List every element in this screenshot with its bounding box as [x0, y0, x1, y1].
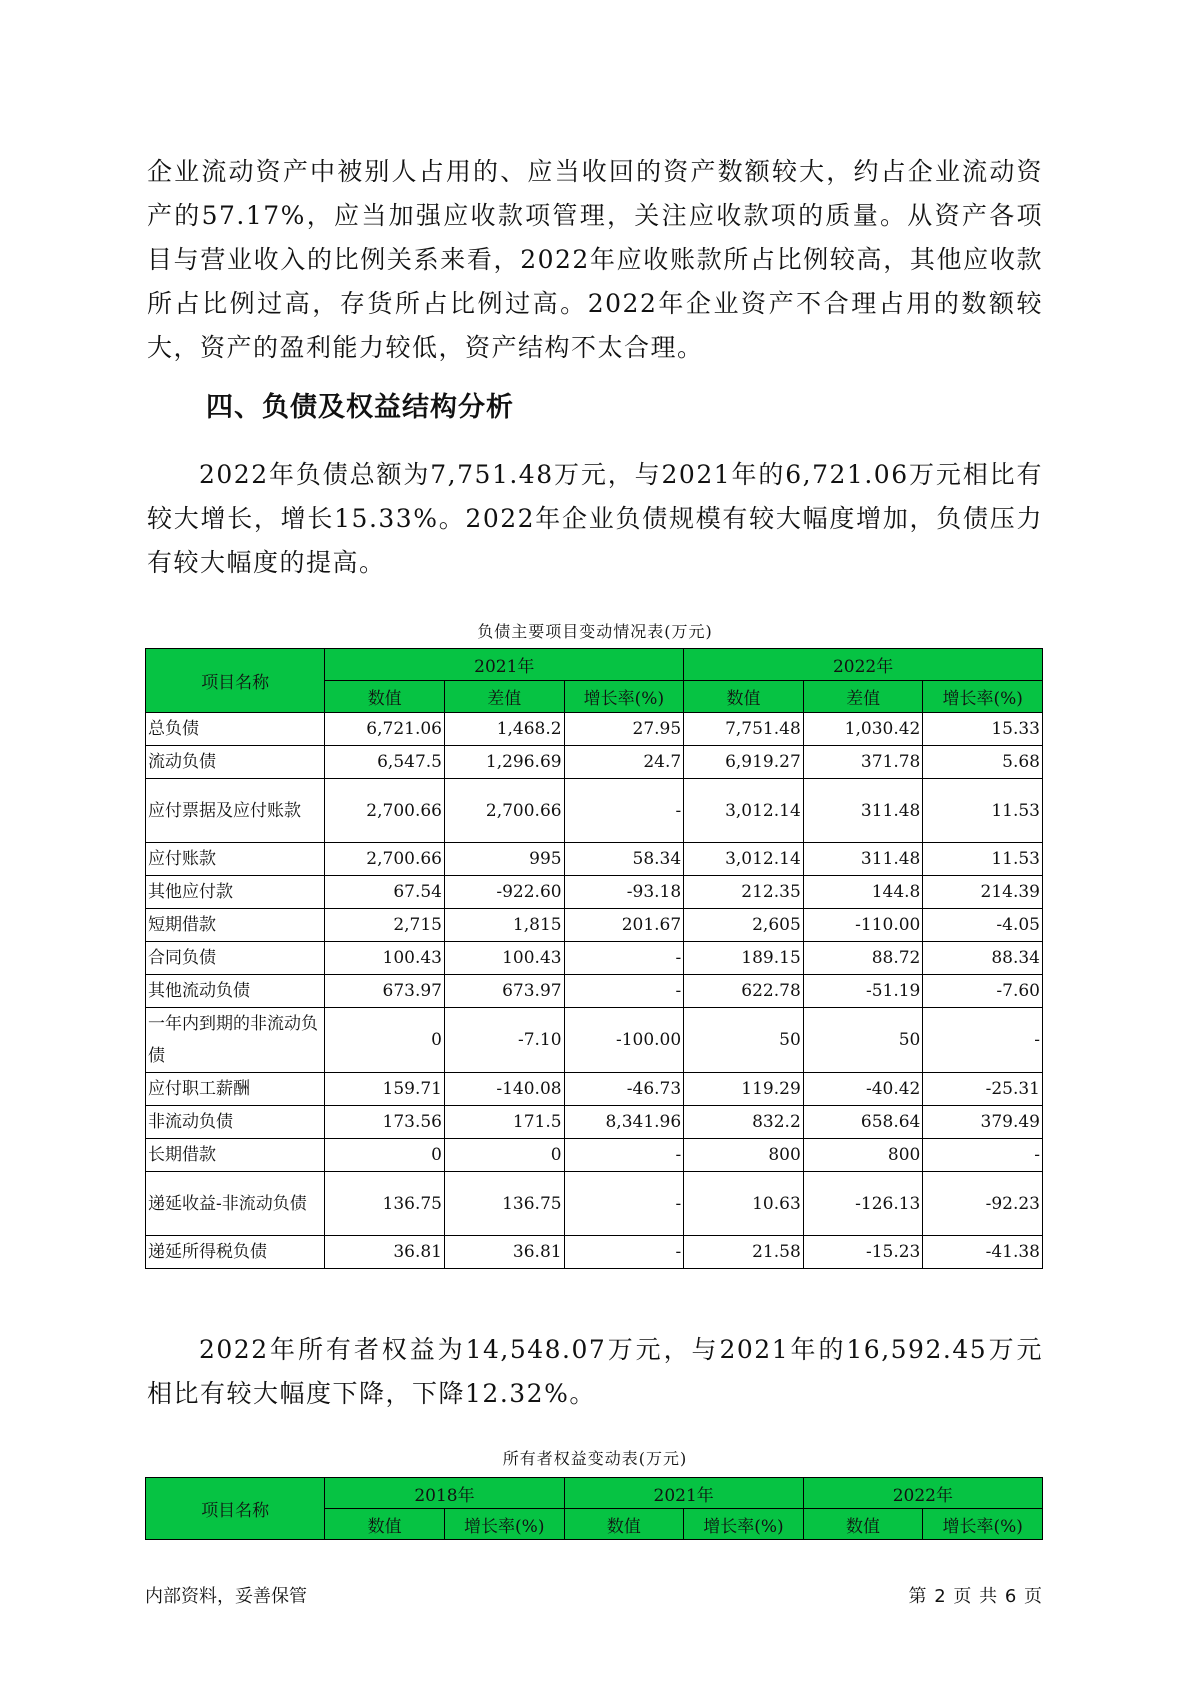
row-label: 应付票据及应付账款 [146, 779, 325, 843]
cell-value: -110.00 [803, 909, 923, 942]
cell-value: 119.29 [684, 1073, 804, 1106]
cell-value: 2,715 [325, 909, 445, 942]
cell-value: 832.2 [684, 1106, 804, 1139]
cell-value: -93.18 [564, 876, 684, 909]
cell-value: -126.13 [803, 1172, 923, 1236]
cell-value: 27.95 [564, 713, 684, 746]
cell-value: 100.43 [325, 942, 445, 975]
table1-subheader: 数值 [684, 681, 804, 713]
table1-year-2022-header: 2022年 [684, 649, 1043, 681]
row-label: 其他应付款 [146, 876, 325, 909]
cell-value: 88.72 [803, 942, 923, 975]
cell-value: -100.00 [564, 1008, 684, 1073]
cell-value: 0 [325, 1008, 445, 1073]
cell-value: 5.68 [923, 746, 1043, 779]
row-label: 递延收益-非流动负债 [146, 1172, 325, 1236]
cell-value: 311.48 [803, 843, 923, 876]
cell-value: 21.58 [684, 1236, 804, 1269]
cell-value: 995 [444, 843, 564, 876]
table2-subheader: 增长率(%) [923, 1509, 1043, 1540]
cell-value: 673.97 [325, 975, 445, 1008]
cell-value: 136.75 [325, 1172, 445, 1236]
table-row [146, 843, 1043, 876]
cell-value: 800 [684, 1139, 804, 1172]
cell-value: 311.48 [803, 779, 923, 843]
cell-value: - [923, 1139, 1043, 1172]
cell-value: 201.67 [564, 909, 684, 942]
table1-caption: 负债主要项目变动情况表(万元) [477, 622, 713, 641]
table-row [146, 779, 1043, 843]
cell-value: -7.10 [444, 1008, 564, 1073]
row-label: 短期借款 [146, 909, 325, 942]
table2-caption: 所有者权益变动表(万元) [502, 1449, 688, 1468]
table1-subheader: 增长率(%) [564, 681, 684, 713]
cell-value: 144.8 [803, 876, 923, 909]
paragraph-asset-analysis: 企业流动资产中被别人占用的、应当收回的资产数额较大，约占企业流动资产的57.17%，应当加强应收款项管理，关注应收款项的质量。从资产各项目与营业收入的比例关系来看，2022年应收账款所占比例较高，其他应收款所占比例过高，存货所占比例过高。2022年企业资产不合理占用的数额较大，资产的盈利能力较低，资产结构不太合理。 [147, 157, 1043, 362]
table-row [146, 1172, 1043, 1236]
paragraph-equity-summary: 2022年所有者权益为14,548.07万元，与2021年的16,592.45万元相比有较大幅度下降，下降12.32%。 [147, 1335, 1043, 1408]
cell-value: 6,919.27 [684, 746, 804, 779]
cell-value: -92.23 [923, 1172, 1043, 1236]
row-label: 递延所得税负债 [146, 1236, 325, 1269]
cell-value: -922.60 [444, 876, 564, 909]
cell-value: 58.34 [564, 843, 684, 876]
row-label: 应付账款 [146, 843, 325, 876]
cell-value: -15.23 [803, 1236, 923, 1269]
table2-subheader: 数值 [325, 1509, 445, 1540]
cell-value: 11.53 [923, 779, 1043, 843]
footer-confidential-note: 内部资料，妥善保管 [145, 1586, 307, 1607]
row-label: 总负债 [146, 713, 325, 746]
table2-year-2018-header: 2018年 [325, 1478, 564, 1509]
cell-value: - [564, 1139, 684, 1172]
cell-value: 2,700.66 [325, 843, 445, 876]
table-row [146, 1106, 1043, 1139]
table1-subheader: 数值 [325, 681, 445, 713]
cell-value: 189.15 [684, 942, 804, 975]
cell-value: -46.73 [564, 1073, 684, 1106]
cell-value: 2,700.66 [444, 779, 564, 843]
table1-subheader: 增长率(%) [923, 681, 1043, 713]
equity-table [145, 1477, 1043, 1540]
cell-value: 1,296.69 [444, 746, 564, 779]
cell-value: 622.78 [684, 975, 804, 1008]
table1-subheader: 差值 [444, 681, 564, 713]
cell-value: - [564, 1172, 684, 1236]
cell-value: - [564, 779, 684, 843]
cell-value: -51.19 [803, 975, 923, 1008]
table-row [146, 1236, 1043, 1269]
cell-value: 11.53 [923, 843, 1043, 876]
table2-subheader: 增长率(%) [684, 1509, 804, 1540]
cell-value: 15.33 [923, 713, 1043, 746]
table-row [146, 975, 1043, 1008]
cell-value: 67.54 [325, 876, 445, 909]
paragraph-liability-summary: 2022年负债总额为7,751.48万元，与2021年的6,721.06万元相比有较大增长，增长15.33%。2022年企业负债规模有较大幅度增加，负债压力有较大幅度的提高。 [147, 460, 1043, 577]
cell-value: 6,721.06 [325, 713, 445, 746]
cell-value: 3,012.14 [684, 779, 804, 843]
cell-value: 1,815 [444, 909, 564, 942]
cell-value: 24.7 [564, 746, 684, 779]
table2-subheader: 数值 [564, 1509, 684, 1540]
row-label: 一年内到期的非流动负债 [146, 1008, 325, 1073]
table1-subheader: 差值 [803, 681, 923, 713]
row-label: 其他流动负债 [146, 975, 325, 1008]
cell-value: - [923, 1008, 1043, 1073]
row-label: 流动负债 [146, 746, 325, 779]
cell-value: 2,700.66 [325, 779, 445, 843]
cell-value: - [564, 942, 684, 975]
row-label: 长期借款 [146, 1139, 325, 1172]
cell-value: 673.97 [444, 975, 564, 1008]
cell-value: 7,751.48 [684, 713, 804, 746]
cell-value: -4.05 [923, 909, 1043, 942]
table1-year-2021-header: 2021年 [325, 649, 684, 681]
table2-year-2022-header: 2022年 [803, 1478, 1042, 1509]
table2-subheader: 增长率(%) [444, 1509, 564, 1540]
cell-value: 50 [684, 1008, 804, 1073]
cell-value: 1,030.42 [803, 713, 923, 746]
cell-value: 379.49 [923, 1106, 1043, 1139]
cell-value: -41.38 [923, 1236, 1043, 1269]
table-row [146, 713, 1043, 746]
cell-value: 173.56 [325, 1106, 445, 1139]
table-row [146, 1073, 1043, 1106]
table2-year-2021-header: 2021年 [564, 1478, 803, 1509]
cell-value: - [564, 975, 684, 1008]
cell-value: 658.64 [803, 1106, 923, 1139]
table-row [146, 1139, 1043, 1172]
cell-value: 800 [803, 1139, 923, 1172]
table2-subheader: 数值 [803, 1509, 923, 1540]
cell-value: 136.75 [444, 1172, 564, 1236]
cell-value: -25.31 [923, 1073, 1043, 1106]
row-label: 合同负债 [146, 942, 325, 975]
cell-value: 212.35 [684, 876, 804, 909]
cell-value: -7.60 [923, 975, 1043, 1008]
cell-value: -140.08 [444, 1073, 564, 1106]
cell-value: 50 [803, 1008, 923, 1073]
cell-value: 10.63 [684, 1172, 804, 1236]
table-row [146, 876, 1043, 909]
liability-table [145, 648, 1043, 1269]
footer-page-number: 第 2 页 共 6 页 [908, 1586, 1043, 1607]
table2-name-header: 项目名称 [146, 1478, 325, 1540]
table-row [146, 909, 1043, 942]
cell-value: - [564, 1236, 684, 1269]
row-label: 应付职工薪酬 [146, 1073, 325, 1106]
cell-value: 0 [325, 1139, 445, 1172]
row-label: 非流动负债 [146, 1106, 325, 1139]
cell-value: 6,547.5 [325, 746, 445, 779]
cell-value: 3,012.14 [684, 843, 804, 876]
table-row [146, 942, 1043, 975]
cell-value: 100.43 [444, 942, 564, 975]
cell-value: 371.78 [803, 746, 923, 779]
cell-value: 36.81 [325, 1236, 445, 1269]
table-row [146, 746, 1043, 779]
table1-name-header: 项目名称 [146, 649, 325, 713]
section-heading: 四、负债及权益结构分析 [206, 392, 514, 423]
cell-value: -40.42 [803, 1073, 923, 1106]
cell-value: 2,605 [684, 909, 804, 942]
cell-value: 1,468.2 [444, 713, 564, 746]
cell-value: 8,341.96 [564, 1106, 684, 1139]
table-row [146, 1008, 1043, 1073]
cell-value: 88.34 [923, 942, 1043, 975]
cell-value: 0 [444, 1139, 564, 1172]
cell-value: 171.5 [444, 1106, 564, 1139]
cell-value: 214.39 [923, 876, 1043, 909]
cell-value: 159.71 [325, 1073, 445, 1106]
cell-value: 36.81 [444, 1236, 564, 1269]
